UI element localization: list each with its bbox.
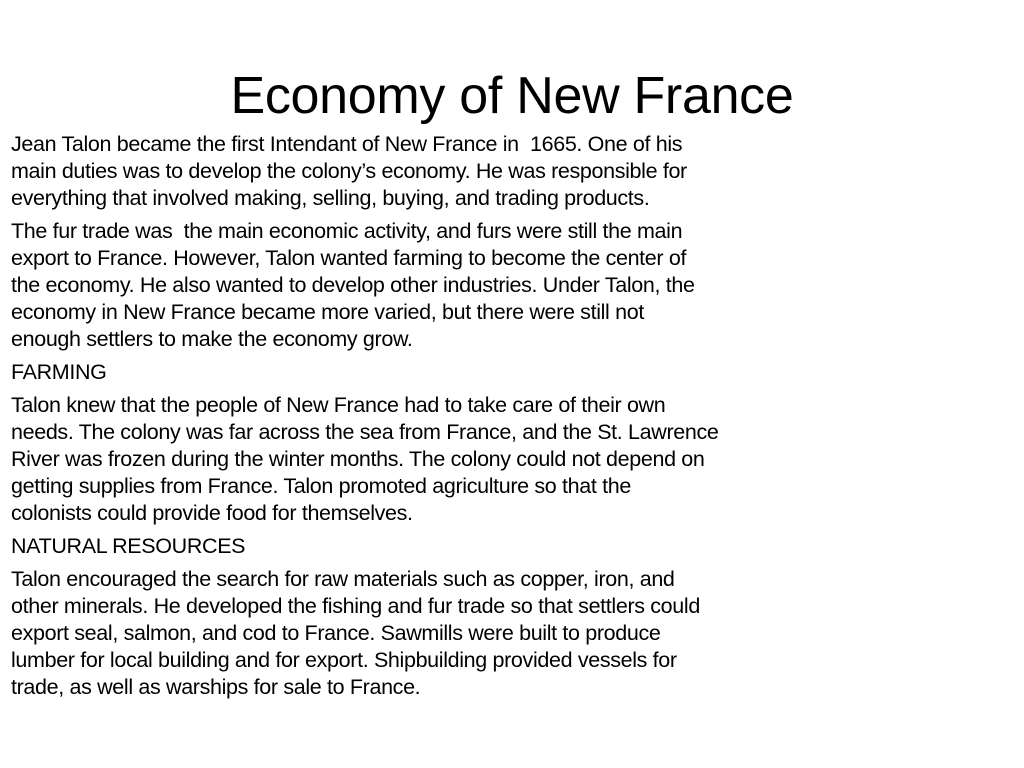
slide-title: Economy of New France xyxy=(230,67,794,125)
text-line: lumber for local building and for export. Shipbuilding provided vessels for xyxy=(11,648,677,672)
paragraph-fur-trade xyxy=(11,218,911,353)
text-line: everything that involved making, selling, buying, and trading products. xyxy=(11,186,650,210)
text-line: export to France. However, Talon wanted farming to become the center of xyxy=(11,246,687,270)
text-line: trade, as well as warships for sale to France. xyxy=(11,675,421,699)
text-line: The fur trade was the main economic activity, and furs were still the main xyxy=(11,219,683,243)
paragraph-farming xyxy=(11,392,911,527)
text-line: Jean Talon became the first Intendant of New France in 1665. One of his xyxy=(11,132,683,156)
text-line: Talon encouraged the search for raw materials such as copper, iron, and xyxy=(11,567,675,591)
text-line: main duties was to develop the colony’s economy. He was responsible for xyxy=(11,159,687,183)
text-line: colonists could provide food for themselves. xyxy=(11,501,413,525)
text-line: economy in New France became more varied, but there were still not xyxy=(11,300,644,324)
paragraph-intro xyxy=(11,131,911,212)
text-line: enough settlers to make the economy grow. xyxy=(11,327,413,351)
text-line: Talon knew that the people of New France had to take care of their own xyxy=(11,393,666,417)
text-line: River was frozen during the winter months. The colony could not depend on xyxy=(11,447,705,471)
paragraph-natural-resources xyxy=(11,566,911,701)
text-line: needs. The colony was far across the sea from France, and the St. Lawrence xyxy=(11,420,719,444)
heading-natural-resources xyxy=(11,533,911,560)
text-line: other minerals. He developed the fishing and fur trade so that settlers could xyxy=(11,594,700,618)
text-line: getting supplies from France. Talon promoted agriculture so that the xyxy=(11,474,631,498)
slide-body xyxy=(11,131,911,707)
heading-farming xyxy=(11,359,911,386)
text-line: export seal, salmon, and cod to France. Sawmills were built to produce xyxy=(11,621,661,645)
text-line: FARMING xyxy=(11,360,107,384)
text-line: the economy. He also wanted to develop other industries. Under Talon, the xyxy=(11,273,695,297)
text-line: NATURAL RESOURCES xyxy=(11,534,246,558)
